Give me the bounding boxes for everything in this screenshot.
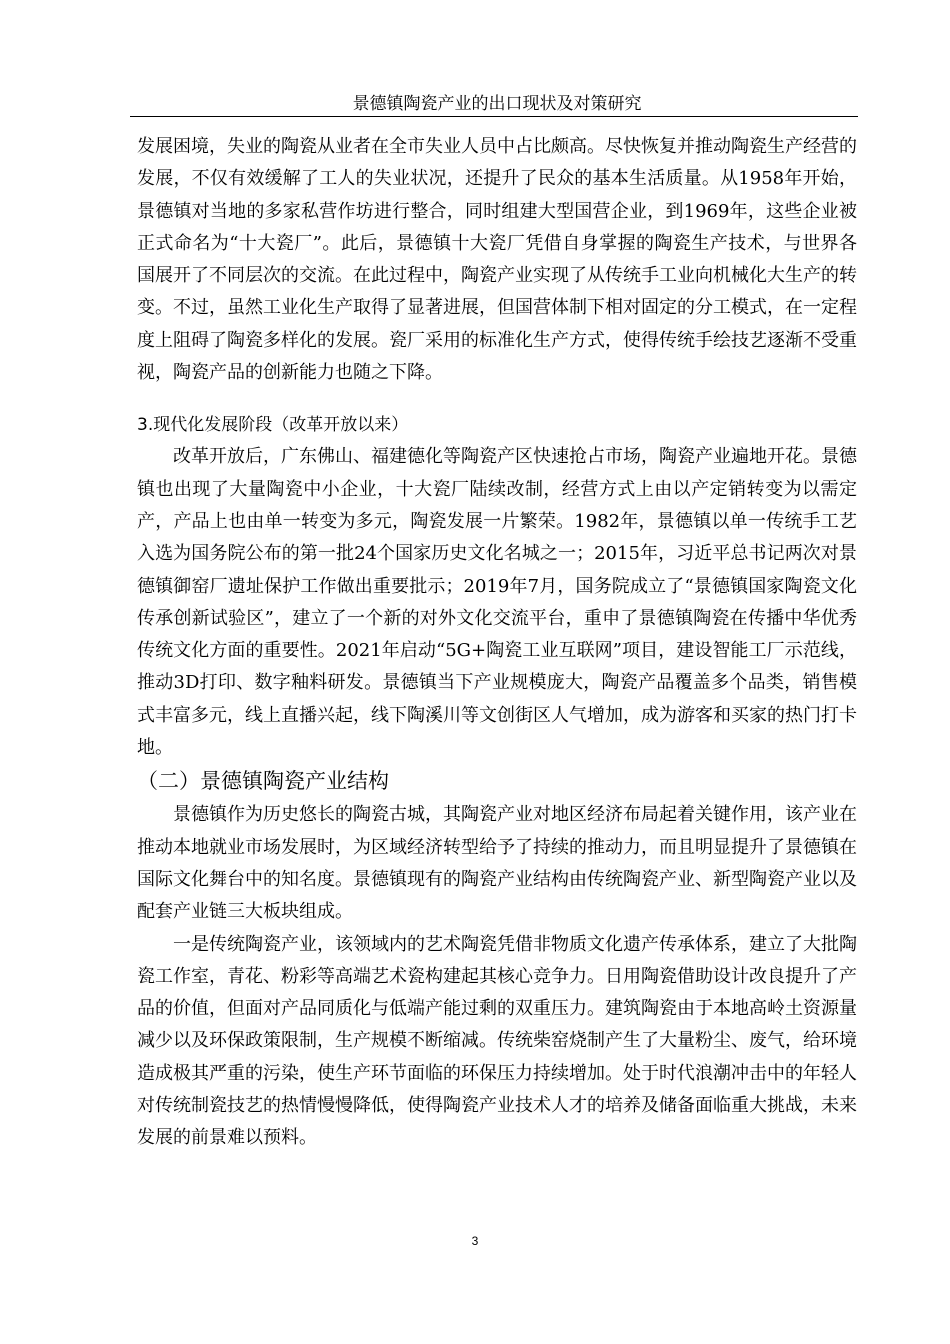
page-number: 3: [471, 1234, 479, 1248]
page-body: [137, 131, 857, 1155]
paragraph-reform-era: 改革开放后，广东佛山、福建德化等陶瓷产区快速抢占市场，陶瓷产业遍地开花。景德镇也出现了大量陶瓷中小企业，十大瓷厂陆续改制，经营方式上由以产定销转变为以需定产，产品上也由单一转变为多元，陶瓷发展一片繁荣。1982年，景德镇以单一传统手工艺入选为国务院公布的第一批24个国家历史文化名城之一；2015年，习近平总书记两次对景德镇御窑厂遗址保护工作做出重要批示；2019年7月，国务院成立了“景德镇国家陶瓷文化传承创新试验区”，建立了一个新的对外文化交流平台，重申了景德镇陶瓷在传播中华优秀传统文化方面的重要性。2021年启动“5G+陶瓷工业互联网”项目，建设智能工厂示范线，推动3D打印、数字釉料研发。景德镇当下产业规模庞大，陶瓷产品覆盖多个品类，销售模式丰富多元，线上直播兴起，线下陶溪川等文创街区人气增加，成为游客和买家的热门打卡地。: [137, 446, 857, 759]
header-divider: [130, 116, 858, 117]
running-header: 景德镇陶瓷产业的出口现状及对策研究: [352, 94, 642, 114]
subheading-modernization: 3.现代化发展阶段（改革开放以来）: [137, 415, 409, 436]
paragraph-planned-economy: 发展困境，失业的陶瓷从业者在全市失业人员中占比颇高。尽快恢复并推动陶瓷生产经营的发展，不仅有效缓解了工人的失业状况，还提升了民众的基本生活质量。从1958年开始，景德镇对当地的多家私营作坊进行整合，同时组建大型国营企业，到1969年，这些企业被正式命名为“十大瓷厂”。此后，景德镇十大瓷厂凭借自身掌握的陶瓷生产技术，与世界各国展开了不同层次的交流。在此过程中，陶瓷产业实现了从传统手工业向机械化大生产的转变。不过，虽然工业化生产取得了显著进展，但国营体制下相对固定的分工模式，在一定程度上阻碍了陶瓷多样化的发展。瓷厂采用的标准化生产方式，使得传统手绘技艺逐渐不受重视，陶瓷产品的创新能力也随之下降。: [137, 136, 857, 384]
section-heading-industry-structure: （二）景德镇陶瓷产业结构: [137, 769, 389, 794]
paragraph-traditional-ceramics: 一是传统陶瓷产业，该领域内的艺术陶瓷凭借非物质文化遗产传承体系，建立了大批陶瓷工作室，青花、粉彩等高端艺术瓷构建起其核心竞争力。日用陶瓷借助设计改良提升了产品的价值，但面对产品同质化与低端产能过剩的双重压力。建筑陶瓷由于本地高岭土资源量减少以及环保政策限制，生产规模不断缩减。传统柴窑烧制产生了大量粉尘、废气，给环境造成极其严重的污染，使生产环节面临的环保压力持续增加。处于时代浪潮冲击中的年轻人对传统制瓷技艺的热情慢慢降低，使得陶瓷产业技术人才的培养及储备面临重大挑战，未来发展的前景难以预料。: [137, 933, 857, 1149]
paragraph-industry-overview: 景德镇作为历史悠长的陶瓷古城，其陶瓷产业对地区经济布局起着关键作用，该产业在推动本地就业市场发展时，为区域经济转型给予了持续的推动力，而且明显提升了景德镇在国际文化舞台中的知名度。景德镇现有的陶瓷产业结构由传统陶瓷产业、新型陶瓷产业以及配套产业链三大板块组成。: [137, 804, 857, 923]
